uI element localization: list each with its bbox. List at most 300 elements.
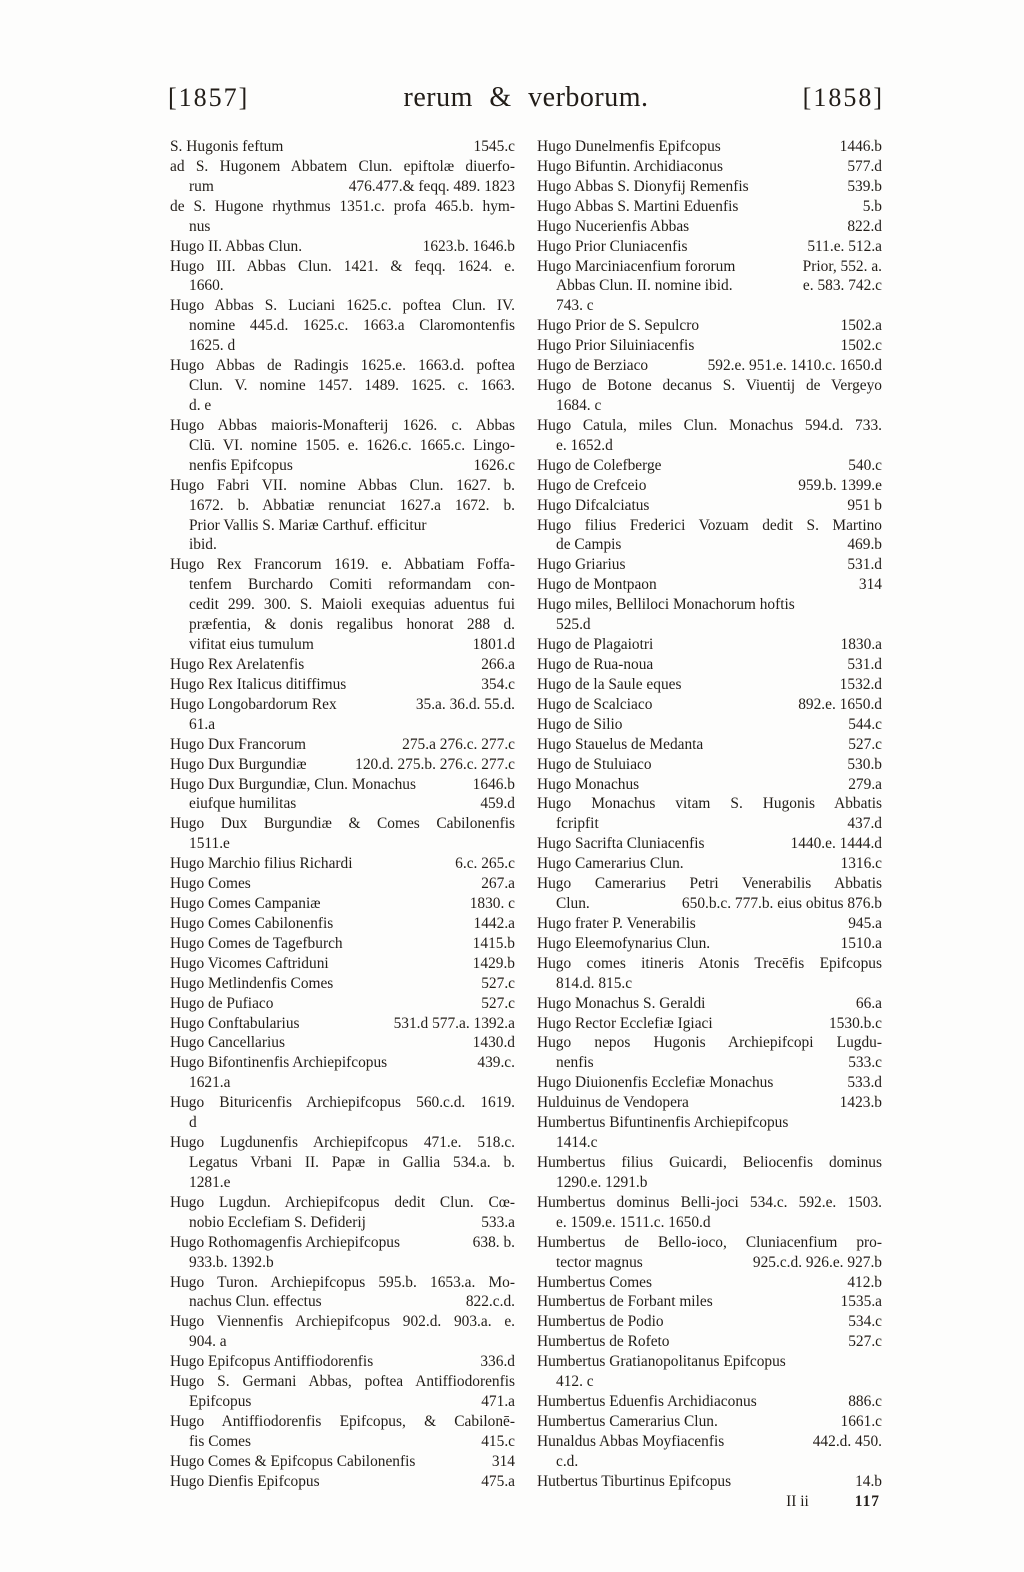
entry-text: d [189, 1114, 197, 1132]
entry-page-ref: 822.d [847, 217, 882, 235]
index-line [537, 316, 882, 336]
index-line [537, 197, 882, 217]
entry-page-ref: 540.c [848, 456, 882, 474]
index-line [537, 1133, 882, 1153]
entry-page-ref: 439.c. [477, 1054, 515, 1072]
index-line [170, 516, 515, 536]
index-line [537, 854, 882, 874]
entry-text: cedit 299. 300. S. Maioli exequias aduentus fui [189, 596, 515, 614]
index-line [537, 157, 882, 177]
entry-page-ref: 527.c [848, 735, 882, 753]
index-line [170, 376, 515, 396]
index-line [170, 416, 515, 436]
index-line [170, 1133, 515, 1153]
index-line [537, 336, 882, 356]
index-line [170, 157, 515, 177]
entry-text: Hugo de Crefceio [537, 476, 647, 494]
entry-page-ref: Prior, 552. a. [802, 257, 882, 275]
entry-text: Abbas Clun. II. nomine ibid. [556, 277, 733, 295]
entry-text: Hulduinus de Vendopera [537, 1094, 689, 1112]
entry-text: Hugo Viennenfis Archiepifcopus 902.d. 903.a. e. [170, 1313, 515, 1331]
entry-text: Hugo Prior de S. Sepulcro [537, 317, 700, 335]
signature-mark: II ii [786, 1493, 809, 1511]
entry-text: Hutbertus Tiburtinus Epifcopus [537, 1472, 732, 1490]
index-line [170, 1292, 515, 1312]
entry-text: 1660. [189, 277, 224, 295]
entry-text: 1684. c [556, 396, 602, 414]
index-line [537, 735, 882, 755]
entry-page-ref: 1440.e. 1444.d [790, 835, 882, 853]
entry-page-ref: 66.a [855, 994, 882, 1012]
entry-text: Hugo de Silio [537, 715, 623, 733]
index-line [170, 974, 515, 994]
entry-page-ref: 527.c [481, 974, 515, 992]
entry-text: Hugo Monachus S. Geraldi [537, 994, 706, 1012]
index-line [537, 356, 882, 376]
entry-text: Humbertus de Bello-ioco, Cluniacenfium pro- [537, 1233, 882, 1251]
entry-page-ref: 1535.a [840, 1293, 882, 1311]
entry-page-ref: 822.c.d. [465, 1293, 515, 1311]
index-line [537, 257, 882, 277]
index-line [170, 635, 515, 655]
index-line [170, 1372, 515, 1392]
entry-page-ref: 1415.b [472, 934, 515, 952]
entry-text: 743. c [556, 297, 594, 315]
entry-page-ref: 35.a. 36.d. 55.d. [415, 695, 515, 713]
index-line [170, 1273, 515, 1293]
entry-page-ref: 925.c.d. 926.e. 927.b [752, 1253, 882, 1271]
entry-text: Hugo Dux Francorum [170, 735, 306, 753]
entry-text: Hugo de Pufiaco [170, 994, 274, 1012]
entry-text: Hugo Turon. Archiepifcopus 595.b. 1653.a. Mo- [170, 1273, 515, 1291]
signature-line [537, 1492, 882, 1512]
index-line [170, 296, 515, 316]
entry-text: Hugo Antiffiodorenfis Epifcopus, & Cabilonē- [170, 1413, 515, 1430]
entry-page-ref: 471.a [481, 1393, 515, 1411]
index-line [537, 296, 882, 316]
entry-page-ref: 314 [491, 1452, 515, 1470]
entry-page-ref: 476.477.& feqq. 489. 1823 [348, 177, 515, 195]
entry-text: Hugo Camerarius Petri Venerabilis Abbatis [537, 875, 882, 893]
entry-page-ref: 14.b [855, 1472, 882, 1490]
index-line [537, 1053, 882, 1073]
index-line [537, 655, 882, 675]
index-line [537, 177, 882, 197]
entry-page-ref: 886.c [848, 1393, 882, 1411]
entry-text: Hugo de Stuluiaco [537, 755, 652, 773]
entry-text: e. 1652.d [556, 436, 613, 454]
index-line [170, 217, 515, 237]
entry-page-ref: 1801.d [472, 636, 515, 654]
index-line [170, 615, 515, 635]
entry-text: ad S. Hugonem Abbatem Clun. epiftolæ diuerfo- [170, 157, 515, 175]
entry-page-ref: 1830. c [469, 895, 515, 913]
entry-text: 61.a [189, 715, 216, 733]
entry-text: nenfis [556, 1054, 594, 1072]
index-line [537, 954, 882, 974]
index-line [537, 436, 882, 456]
entry-text: Hugo miles, Belliloci Monachorum hoftis [537, 596, 795, 614]
entry-page-ref: 531.d 577.a. 1392.a [393, 1014, 515, 1032]
entry-text: Hugo Fabri VII. nomine Abbas Clun. 1627. b. [170, 476, 515, 494]
index-line [537, 456, 882, 476]
index-line [537, 1452, 882, 1472]
index-line [170, 735, 515, 755]
entry-page-ref: 530.b [847, 755, 882, 773]
entry-text: Hugo S. Germani Abbas, poftea Antiffiodorenfis [170, 1373, 515, 1391]
entry-text: eiufque humilitas [189, 795, 297, 813]
index-line [537, 1173, 882, 1193]
entry-text: Hugo Abbas maioris-Monafterij 1626. c. Abbas [170, 416, 515, 434]
index-line [170, 595, 515, 615]
index-line [170, 1153, 515, 1173]
index-line [537, 1412, 882, 1432]
entry-page-ref: 5.b [862, 197, 882, 215]
index-line [537, 775, 882, 795]
entry-page-ref: 533.a [481, 1213, 515, 1231]
entry-text: 1414.c [556, 1134, 598, 1152]
index-line [537, 1153, 882, 1173]
entry-page-ref: 527.c [848, 1333, 882, 1351]
index-line [537, 934, 882, 954]
entry-text: Hugo Rex Arelatenfis [170, 655, 305, 673]
entry-page-ref: 336.d [480, 1353, 515, 1371]
entry-text: Humbertus Gratianopolitanus Epifcopus [537, 1353, 786, 1371]
index-line [170, 1093, 515, 1113]
index-line [170, 854, 515, 874]
entry-page-ref: 534.c [848, 1313, 882, 1331]
index-line [170, 1053, 515, 1073]
index-line [170, 555, 515, 575]
entry-text: Hugo Rector Ecclefiæ Igiaci [537, 1014, 713, 1032]
index-line [170, 1332, 515, 1352]
index-line [170, 137, 515, 157]
entry-text: Hugo de Montpaon [537, 576, 657, 594]
entry-text: Hugo Rex Francorum 1619. e. Abbatiam Foffa- [170, 556, 515, 574]
entry-text: Hugo Epifcopus Antiffiodorenfis [170, 1353, 374, 1371]
entry-page-ref: 592.e. 951.e. 1410.c. 1650.d [707, 357, 882, 375]
entry-text: Hugo Comes [170, 875, 251, 893]
entry-text: Hugo frater P. Venerabilis [537, 914, 696, 932]
entry-text: c.d. [556, 1452, 579, 1470]
entry-text: Hugo Griarius [537, 556, 626, 574]
entry-text: Hugo Bifontinenfis Archiepifcopus [170, 1054, 388, 1072]
entry-page-ref: 577.d [847, 157, 882, 175]
entry-text: Hugo Cancellarius [170, 1034, 285, 1052]
entry-text: 1625. d [189, 337, 236, 355]
entry-text: Hugo Stauelus de Medanta [537, 735, 704, 753]
entry-text: ibid. [189, 536, 217, 554]
entry-text: Hugo Lugdun. Archiepifcopus dedit Clun. Cœ- [170, 1193, 515, 1211]
entry-text: de S. Hugone rhythmus 1351.c. profa 465.b. hym- [170, 197, 515, 215]
index-line [537, 1253, 882, 1273]
index-line [537, 1213, 882, 1233]
entry-text: tector magnus [556, 1253, 643, 1271]
entry-page-ref: e. 583. 742.c [802, 277, 882, 295]
entry-page-ref: 415.c [481, 1432, 515, 1450]
entry-text: 1672. b. Abbatiæ renunciat 1627.a 1672. b. [189, 496, 515, 514]
index-line [170, 1253, 515, 1273]
entry-text: 412. c [556, 1373, 594, 1391]
entry-text: Hugo Comes Campaniæ [170, 895, 321, 913]
index-line [537, 834, 882, 854]
index-line [170, 535, 515, 555]
index-line [537, 237, 882, 257]
index-line [170, 794, 515, 814]
entry-text: 1511.e [189, 835, 230, 853]
index-line [537, 1193, 882, 1213]
entry-text: Hugo Eleemofynarius Clun. [537, 934, 711, 952]
index-line [170, 1193, 515, 1213]
index-line [170, 1233, 515, 1253]
index-line [537, 1093, 882, 1113]
index-line [537, 894, 882, 914]
index-line [170, 894, 515, 914]
entry-text: fcripfit [556, 815, 599, 833]
entry-page-ref: 1661.c [840, 1413, 882, 1430]
entry-text: Hugo Marciniacenfium fororum [537, 257, 736, 275]
index-line [537, 137, 882, 157]
index-line [170, 675, 515, 695]
index-line [537, 276, 882, 296]
index-line [537, 555, 882, 575]
index-line [537, 1033, 882, 1053]
entry-text: Hugo Conftabularius [170, 1014, 300, 1032]
entry-text: Hugo Sacrifta Cluniacenfis [537, 835, 705, 853]
entry-text: Hugo Dunelmenfis Epifcopus [537, 138, 721, 155]
entry-text: Humbertus Bifuntinenfis Archiepifcopus [537, 1114, 789, 1132]
entry-text: Hugo Abbas S. Martini Eduenfis [537, 197, 739, 215]
index-line [537, 1233, 882, 1253]
entry-text: præfentia, & donis regalibus honorat 288 d. [189, 616, 515, 634]
entry-text: rum [189, 177, 214, 195]
entry-page-ref: 469.b [847, 536, 882, 554]
entry-text: 814.d. 815.c [556, 974, 633, 992]
entry-text: Hugo Rex Italicus ditiffimus [170, 675, 347, 693]
entry-text: tenfem Burchardo Comiti reformandam con- [189, 576, 515, 594]
left-folio-number: [1857] [168, 83, 250, 112]
entry-page-ref: 6.c. 265.c [455, 855, 515, 873]
entry-page-ref: 1446.b [839, 138, 882, 155]
entry-text: Hugo II. Abbas Clun. [170, 237, 303, 255]
entry-text: Hugo Lugdunenfis Archiepifcopus 471.e. 518.c. [170, 1134, 515, 1152]
entry-page-ref: 475.a [481, 1472, 515, 1490]
entry-page-ref: 959.b. 1399.e [798, 476, 882, 494]
index-line [170, 356, 515, 376]
entry-page-ref: 533.c [848, 1054, 882, 1072]
entry-page-ref: 1510.a [840, 934, 882, 952]
entry-text: de Campis [556, 536, 622, 554]
entry-text: nenfis Epifcopus [189, 456, 293, 474]
entry-text: Legatus Vrbani II. Papæ in Gallia 534.a. b. [189, 1154, 515, 1172]
index-line [537, 476, 882, 496]
index-line [170, 1014, 515, 1034]
entry-page-ref: 267.a [481, 875, 515, 893]
entry-page-ref: 1532.d [839, 675, 882, 693]
index-line [537, 994, 882, 1014]
entry-text: Hugo Catula, miles Clun. Monachus 594.d. 733. [537, 416, 882, 434]
index-line [170, 1352, 515, 1372]
entry-page-ref: 266.a [481, 655, 515, 673]
entry-page-ref: 951 b [847, 496, 882, 514]
entry-text: 1621.a [189, 1074, 231, 1092]
entry-text: Prior Vallis S. Mariæ Carthuf. efficitur [189, 516, 427, 534]
entry-page-ref: 412.b [847, 1273, 882, 1291]
index-line [170, 1033, 515, 1053]
entry-text: 1290.e. 1291.b [556, 1173, 648, 1191]
entry-text: Hugo Dienfis Epifcopus [170, 1472, 320, 1490]
index-line [170, 755, 515, 775]
entry-text: Hugo filius Frederici Vozuam dedit S. Martino [537, 516, 882, 534]
index-line [170, 1412, 515, 1432]
entry-page-ref: 120.d. 275.b. 276.c. 277.c [355, 755, 515, 773]
index-line [170, 476, 515, 496]
entry-page-ref: 1502.c [840, 337, 882, 355]
entry-text: Hugo de Plagaiotri [537, 636, 654, 654]
entry-text: 933.b. 1392.b [189, 1253, 274, 1271]
index-line [170, 237, 515, 257]
entry-text: Hugo Comes de Tagefburch [170, 934, 343, 952]
entry-page-ref: 539.b [847, 177, 882, 195]
index-line [537, 1073, 882, 1093]
entry-text: nomine 445.d. 1625.c. 1663.a Claromontenfis [189, 317, 515, 335]
index-line [537, 675, 882, 695]
entry-page-ref: 1430.d [472, 1034, 515, 1052]
index-line [170, 1452, 515, 1472]
index-line [537, 635, 882, 655]
index-line [537, 695, 882, 715]
entry-text: Humbertus Eduenfis Archidiaconus [537, 1393, 757, 1411]
entry-page-ref: 1316.c [840, 855, 882, 873]
entry-page-ref: 638. b. [472, 1233, 515, 1251]
index-line [537, 1312, 882, 1332]
entry-page-ref: 279.a [848, 775, 882, 793]
entry-text: Humbertus filius Guicardi, Beliocenfis dominus [537, 1154, 882, 1172]
entry-text: vifitat eius tumulum [189, 636, 314, 654]
entry-text: Hugo de Rua-noua [537, 655, 654, 673]
index-line [537, 1432, 882, 1452]
entry-text: Hugo Bifuntin. Archidiaconus [537, 157, 723, 175]
index-line [170, 1173, 515, 1193]
entry-page-ref: 314 [858, 576, 882, 594]
entry-text: Hugo Abbas de Radingis 1625.e. 1663.d. poftea [170, 357, 515, 375]
index-line [170, 775, 515, 795]
entry-text: 1281.e [189, 1173, 231, 1191]
index-line [537, 615, 882, 635]
index-line [537, 376, 882, 396]
index-line [170, 336, 515, 356]
index-line [537, 1372, 882, 1392]
index-line [170, 436, 515, 456]
entry-page-ref: 1530.b.c [828, 1014, 882, 1032]
entry-page-ref: 1545.c [473, 138, 515, 155]
entry-text: nachus Clun. effectus [189, 1293, 322, 1311]
entry-text: Humbertus de Podio [537, 1313, 664, 1331]
entry-text: Hugo comes itineris Atonis Trecēfis Epifcopus [537, 954, 882, 972]
entry-text: Hugo Camerarius Clun. [537, 855, 684, 873]
entry-text: Hugo de Botone decanus S. Viuentij de Vergeyo [537, 377, 882, 395]
entry-page-ref: 945.a [848, 914, 882, 932]
index-line [537, 516, 882, 536]
entry-page-ref: 533.d [847, 1074, 882, 1092]
entry-page-ref: 1626.c [473, 456, 515, 474]
entry-text: d. e [189, 396, 212, 414]
index-line [537, 814, 882, 834]
index-line [170, 954, 515, 974]
index-line [537, 1014, 882, 1034]
entry-text: S. Hugonis feftum [170, 138, 284, 155]
entry-page-ref: 1502.a [840, 317, 882, 335]
entry-text: Hugo de Berziaco [537, 357, 649, 375]
index-line [170, 1113, 515, 1133]
index-line [537, 1273, 882, 1293]
index-line [537, 575, 882, 595]
entry-text: Hugo de la Saule eques [537, 675, 682, 693]
index-line [170, 197, 515, 217]
entry-page-ref: 527.c [481, 994, 515, 1012]
entry-page-ref: 511.e. 512.a [807, 237, 882, 255]
entry-text: nobio Ecclefiam S. Defiderij [189, 1213, 366, 1231]
index-line [537, 974, 882, 994]
entry-text: Hugo Comes Cabilonenfis [170, 914, 334, 932]
entry-text: Hugo Diuionenfis Ecclefiæ Monachus [537, 1074, 774, 1092]
entry-page-ref: 892.e. 1650.d [798, 695, 882, 713]
entry-text: Epifcopus [189, 1393, 252, 1411]
index-line [170, 396, 515, 416]
index-line [170, 575, 515, 595]
entry-text: Hugo Dux Burgundiæ, Clun. Monachus [170, 775, 416, 793]
index-column-right [537, 137, 882, 1512]
entry-text: Hugo Vicomes Caftriduni [170, 954, 329, 972]
index-line [170, 316, 515, 336]
index-line [537, 1332, 882, 1352]
index-columns [170, 137, 882, 1512]
index-line [537, 217, 882, 237]
entry-text: Hugo Comes & Epifcopus Cabilonenfis [170, 1452, 416, 1470]
index-line [170, 874, 515, 894]
index-line [537, 755, 882, 775]
index-line [537, 715, 882, 735]
index-line [537, 1292, 882, 1312]
signature-number: 117 [854, 1493, 880, 1511]
entry-page-ref: 1423.b [839, 1094, 882, 1112]
index-line [170, 695, 515, 715]
entry-text: Hugo Longobardorum Rex [170, 695, 337, 713]
index-line [170, 1213, 515, 1233]
entry-page-ref: 1623.b. 1646.b [422, 237, 515, 255]
entry-page-ref: 437.d [847, 815, 882, 833]
entry-text: Hugo Bituricenfis Archiepifcopus 560.c.d. 1619. [170, 1094, 515, 1112]
index-line [170, 276, 515, 296]
entry-text: Hugo Dux Burgundiæ & Comes Cabilonenfis [170, 815, 515, 833]
index-line [170, 1392, 515, 1412]
index-line [537, 535, 882, 555]
index-line [170, 914, 515, 934]
entry-page-ref: 354.c [481, 675, 515, 693]
index-line [537, 1113, 882, 1133]
entry-text: Humbertus de Forbant miles [537, 1293, 713, 1311]
entry-text: e. 1509.e. 1511.c. 1650.d [556, 1213, 711, 1231]
index-line [170, 655, 515, 675]
entry-text: Hugo de Scalciaco [537, 695, 653, 713]
index-line [170, 834, 515, 854]
index-line [537, 914, 882, 934]
entry-text: Hugo Abbas S. Luciani 1625.c. poftea Clun. IV. [170, 297, 515, 315]
index-line [170, 1312, 515, 1332]
entry-text: Hugo Monachus vitam S. Hugonis Abbatis [537, 795, 882, 813]
entry-text: Clun. [556, 895, 590, 913]
index-line [537, 595, 882, 615]
